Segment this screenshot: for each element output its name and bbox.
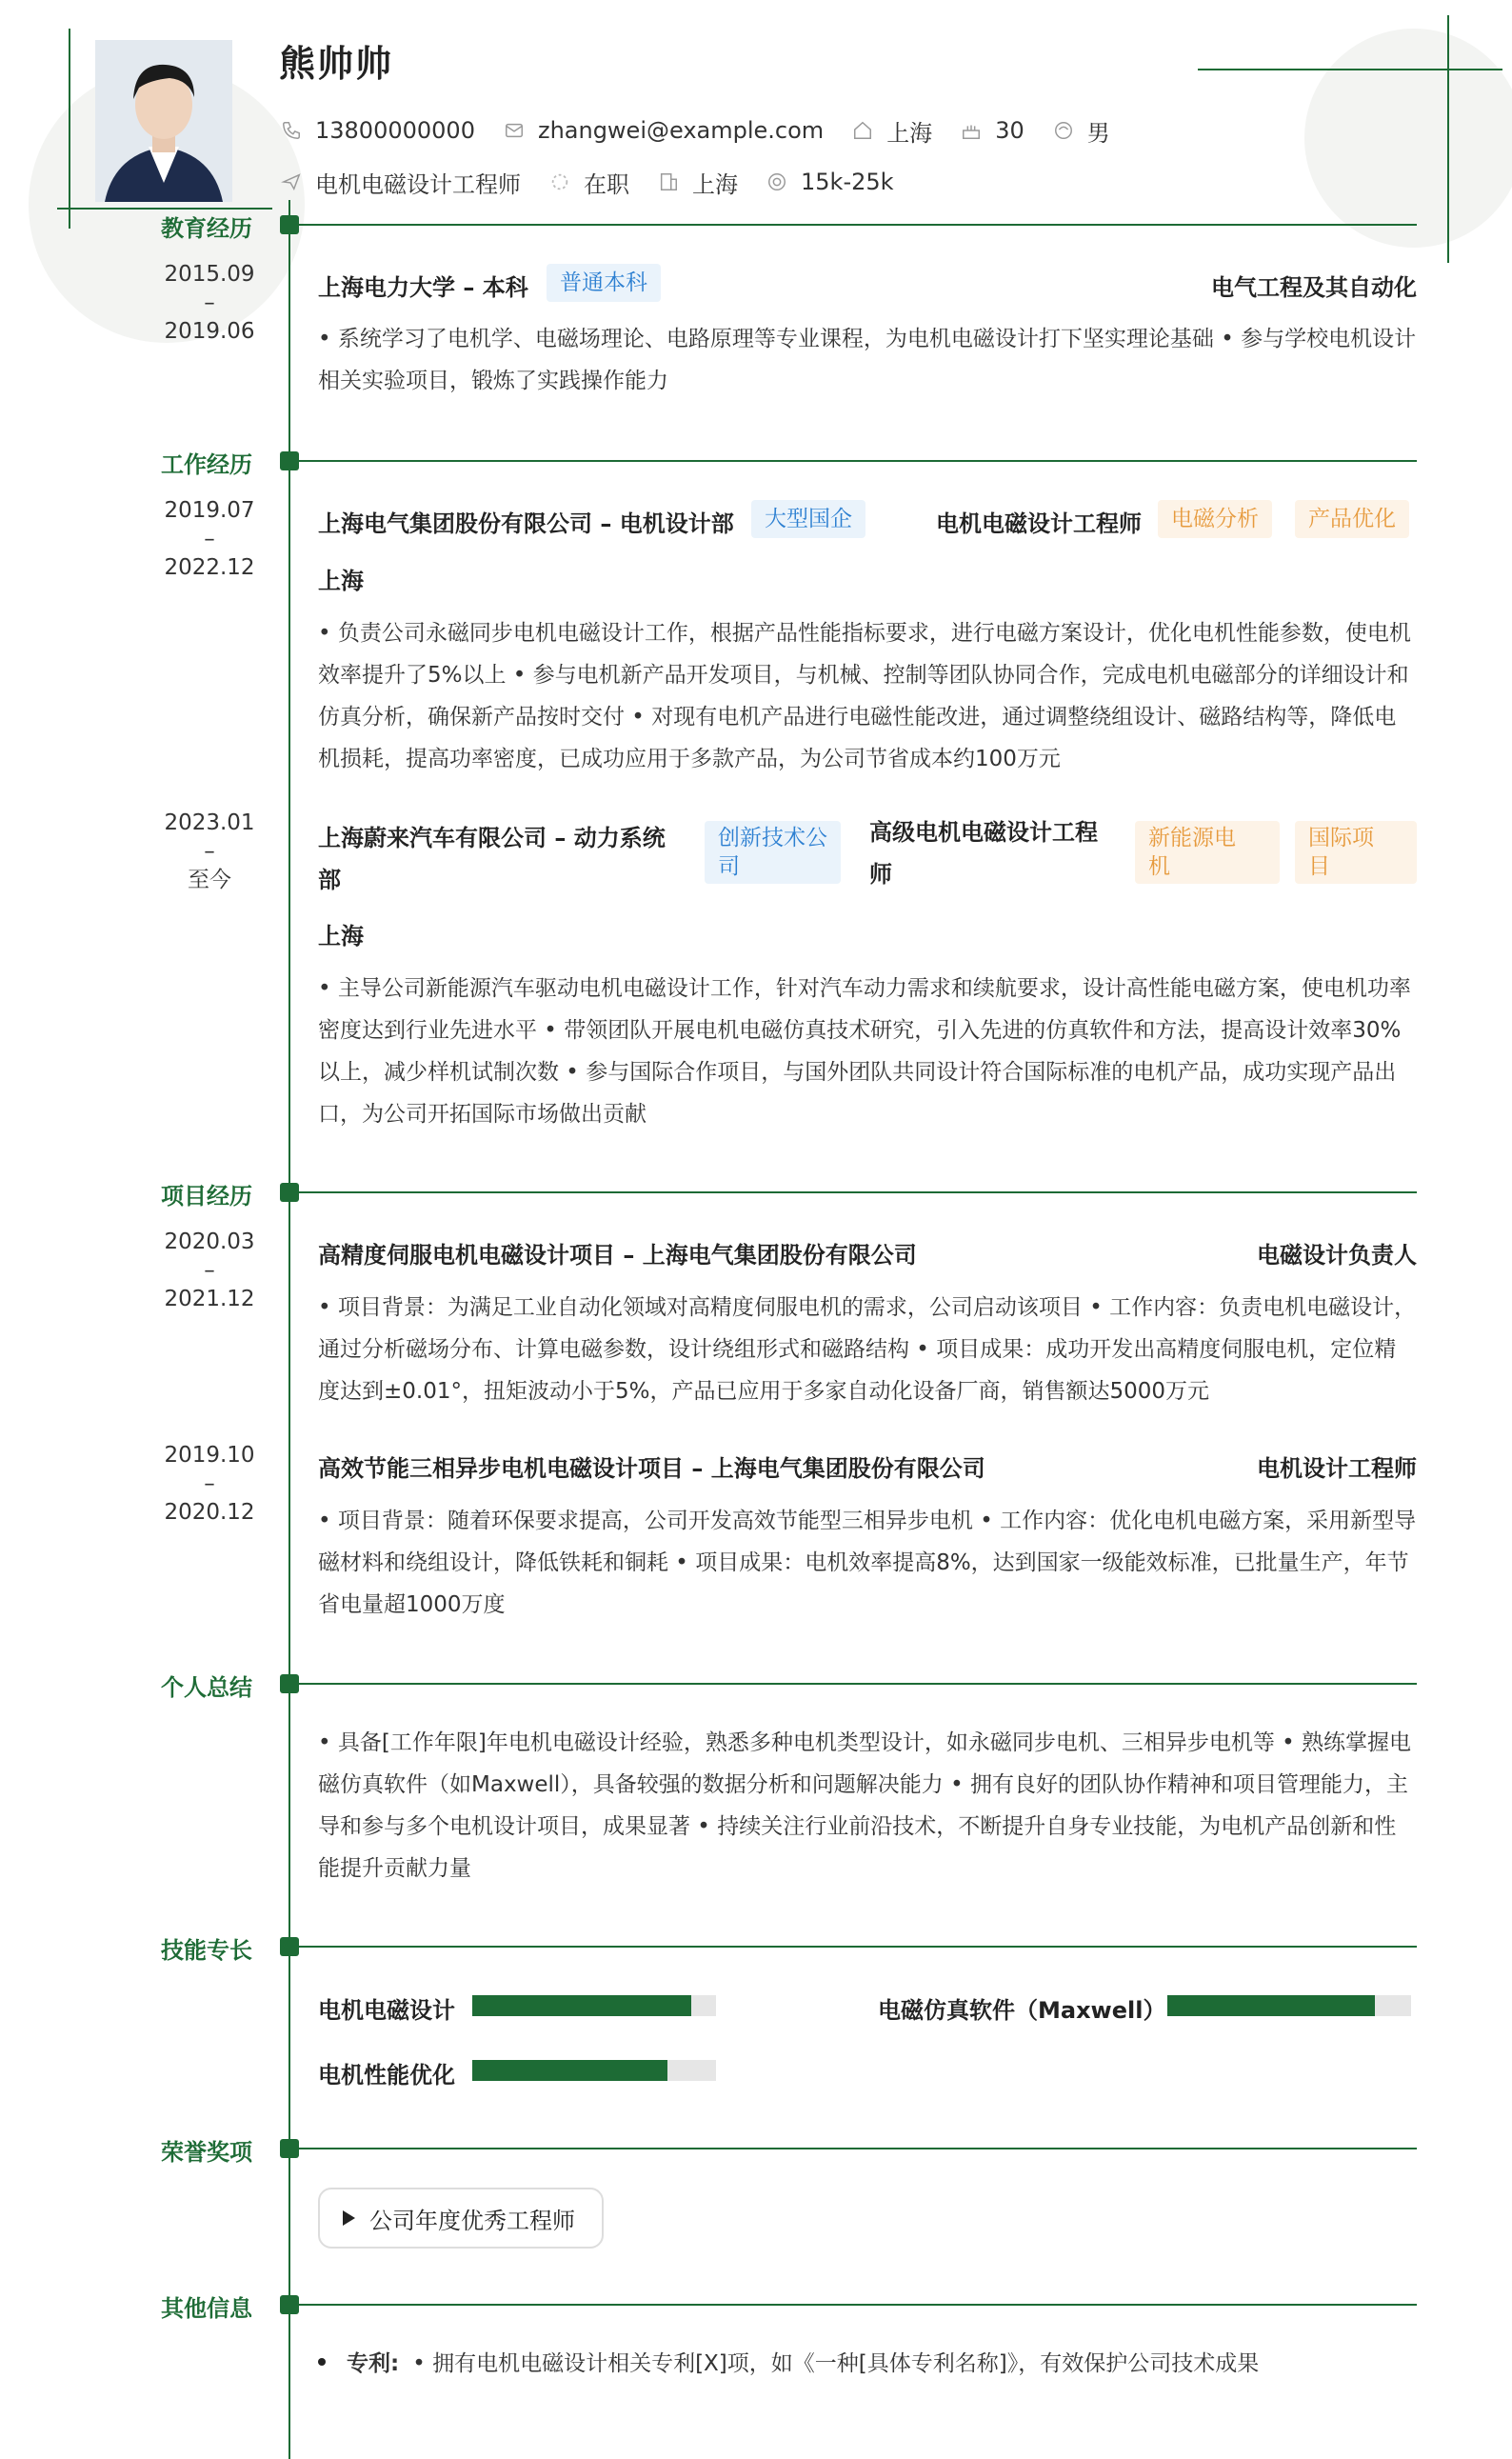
work2-role-line2: 师 (869, 861, 892, 888)
award-item[interactable] (318, 2188, 604, 2249)
edu-tag: 普通本科 (547, 264, 661, 302)
decor-line-left-v (69, 29, 70, 229)
section-title-projects: 项目经历 (161, 1183, 252, 1210)
section-title-work: 工作经历 (161, 451, 252, 478)
work2-role-line1: 高级电机电磁设计工程 (869, 819, 1098, 846)
skill-2-fill (1167, 1995, 1375, 2016)
work2-end: 至今 (188, 868, 231, 892)
work2-tag-1 (1135, 821, 1280, 884)
decor-line-right-h (1198, 69, 1502, 70)
work1-role: 电机电磁设计工程师 (936, 510, 1142, 537)
timeline-line (288, 200, 290, 2459)
date-dash: – (204, 527, 215, 551)
skill-2-bar (1167, 1995, 1411, 2016)
work1-start: 2019.07 (164, 498, 255, 523)
skill-3-label: 电机性能优化 (318, 2062, 455, 2089)
edu-major: 电气工程及其自动化 (1211, 274, 1417, 301)
section-title-other: 其他信息 (161, 2295, 252, 2322)
phone-icon (279, 118, 304, 143)
skill-3-fill (472, 2060, 667, 2081)
decor-circle-right (1304, 29, 1512, 248)
skill-1-bar (472, 1995, 716, 2016)
proj1-end: 2021.12 (164, 1287, 255, 1311)
target-city-text: 上海 (692, 170, 738, 198)
email-text: zhangwei@example.com (537, 117, 825, 144)
skill-2-label: 电磁仿真软件（Maxwell） (878, 1997, 1166, 2024)
building-icon (656, 170, 681, 194)
section-divider (289, 224, 1417, 226)
work2-company (318, 817, 680, 901)
work1-company-tag: 大型国企 (751, 500, 865, 538)
section-title-education: 教育经历 (161, 215, 252, 242)
salary-text: 15k-25k (801, 169, 894, 195)
date-dash: – (204, 290, 215, 315)
job-intent-row (279, 165, 921, 199)
edu-end: 2019.06 (164, 319, 255, 344)
status-text: 在职 (584, 170, 629, 198)
email-item (502, 117, 824, 144)
section-title-skills: 技能专长 (161, 1937, 252, 1964)
home-icon (850, 118, 875, 143)
city-text: 上海 (886, 119, 933, 147)
section-title-summary: 个人总结 (161, 1674, 252, 1701)
candidate-name: 熊帅帅 (279, 43, 394, 85)
loading-icon (547, 170, 572, 194)
proj2-title: 高效节能三相异步电机电磁设计项目 – 上海电气集团股份有限公司 (318, 1455, 985, 1482)
section-divider (289, 1683, 1417, 1685)
proj1-start: 2020.03 (164, 1230, 255, 1254)
city-item (850, 114, 932, 148)
bullet-icon (318, 2358, 326, 2366)
other-item (318, 2346, 1259, 2377)
proj2-end: 2020.12 (164, 1500, 255, 1525)
date-dash: – (204, 839, 215, 864)
gender-text: 男 (1086, 119, 1110, 147)
position-item (279, 166, 521, 199)
status-item (547, 166, 629, 199)
position-text: 电机电磁设计工程师 (315, 170, 521, 198)
work2-tag-2 (1295, 821, 1417, 884)
work2-tag-2-line1: 国际项 (1308, 826, 1374, 850)
cake-icon (959, 118, 984, 143)
person-icon (1051, 118, 1076, 143)
section-divider (289, 460, 1417, 462)
work2-tag-1-line1: 新能源电 (1148, 826, 1236, 850)
work2-company-line1: 上海蔚来汽车有限公司 – 动力系统 (318, 825, 666, 851)
work1-end: 2022.12 (164, 555, 255, 580)
work2-city: 上海 (318, 923, 364, 950)
summary-text: • 具备[工作年限]年电机电磁设计经验，熟悉多种电机类型设计，如永磁同步电机、三相异步电机等 • 熟练掌握电磁仿真软件（如Maxwell），具备较强的数据分析和问题解决能力 • 拥有良好的团队协作精神和项目管理能力，主导和参与多个电机设计项目，成果显著 • 持续关注行业前沿技术，不断提升自身专业技能，为电机产品创新和性能提升贡献力量 (318, 1730, 1412, 1881)
salary-item (765, 169, 894, 195)
work2-tag-1-line2: 机 (1148, 854, 1170, 879)
phone-text: 13800000000 (315, 117, 475, 144)
work2-desc: • 主导公司新能源汽车驱动电机电磁设计工作，针对汽车动力需求和续航要求，设计高性能电磁方案，使电机功率密度达到行业先进水平 • 带领团队开展电机电磁仿真技术研究，引入先进的仿真软件和方法，提高设计效率30%以上，减少样机试制次数 • 参与国际合作项目，与国外团队共同设计符合国际标准的电机产品，成功实现产品出口，为公司开拓国际市场做出贡献 (318, 976, 1411, 1127)
mail-icon (502, 118, 527, 143)
skill-1-label: 电机电磁设计 (318, 1997, 455, 2024)
award-text: 公司年度优秀工程师 (369, 2207, 575, 2234)
work1-desc: • 负责公司永磁同步电机电磁设计工作，根据产品性能指标要求，进行电磁方案设计，优化电机性能参数，使电机效率提升了5%以上 • 参与电机新产品开发项目，与机械、控制等团队协同合作，完成电机电磁部分的详细设计和仿真分析，确保新产品按时交付 • 对现有电机产品进行电磁性能改进，通过调整绕组设计、磁路结构等，降低电机损耗，提高功率密度，已成功应用于多款产品，为公司节省成本约100万元 (318, 621, 1411, 771)
proj2-date (143, 1432, 276, 1535)
work2-company-tag (705, 821, 841, 884)
work2-company-tag-line1: 创新技术公 (718, 826, 827, 850)
work1-city: 上海 (318, 568, 364, 594)
edu-date (143, 251, 276, 354)
proj2-start: 2019.10 (164, 1443, 255, 1468)
work1-tag-2: 产品优化 (1295, 500, 1409, 538)
phone-item (279, 117, 475, 144)
work1-date (143, 488, 276, 590)
section-divider (289, 2148, 1417, 2149)
proj1-desc: • 项目背景：为满足工业自动化领域对高精度伺服电机的需求，公司启动该项目 • 工作内容：负责电机电磁设计，通过分析磁场分布、计算电磁参数，设计绕组形式和磁路结构 • 项目成果：成功开发出高精度伺服电机，定位精度达到±0.01°，扭矩波动小于5%，产品已应用于多家自动化设备厂商，销售额达5000万元 (318, 1295, 1417, 1404)
other-label: 专利: (347, 2351, 400, 2376)
age-text: 30 (995, 117, 1025, 144)
work1-tag-1: 电磁分析 (1158, 500, 1272, 538)
avatar (95, 40, 232, 202)
skill-3-bar (472, 2060, 716, 2081)
work2-company-line2: 部 (318, 867, 341, 893)
section-divider (289, 2304, 1417, 2306)
send-icon (279, 170, 304, 194)
work2-role (869, 811, 1098, 895)
proj1-date (143, 1219, 276, 1322)
work2-tag-2-line2: 目 (1308, 854, 1330, 879)
skill-1-fill (472, 1995, 691, 2016)
edu-start: 2015.09 (164, 262, 255, 287)
coin-icon (765, 170, 789, 194)
age-item (959, 117, 1025, 144)
play-icon (341, 2209, 356, 2227)
work2-date (143, 800, 276, 903)
work2-company-tag-line2: 司 (718, 854, 740, 879)
proj1-role: 电磁设计负责人 (1257, 1242, 1417, 1269)
date-dash: – (204, 1471, 215, 1496)
gender-item (1051, 114, 1110, 148)
edu-school: 上海电力大学 – 本科 (318, 274, 528, 301)
edu-desc: • 系统学习了电机学、电磁场理论、电路原理等专业课程，为电机电磁设计打下坚实理论基础 • 参与学校电机设计相关实验项目，锻炼了实践操作能力 (318, 327, 1417, 393)
contact-row (279, 113, 1137, 148)
section-divider (289, 1191, 1417, 1193)
section-title-honors: 荣誉奖项 (161, 2139, 252, 2166)
proj2-role: 电机设计工程师 (1257, 1455, 1417, 1482)
target-city-item (656, 166, 738, 199)
decor-line-right-v (1447, 15, 1449, 263)
proj1-title: 高精度伺服电机电磁设计项目 – 上海电气集团股份有限公司 (318, 1242, 917, 1269)
date-dash: – (204, 1258, 215, 1283)
proj2-desc: • 项目背景：随着环保要求提高，公司开发高效节能型三相异步电机 • 工作内容：优化电机电磁方案，采用新型导磁材料和绕组设计，降低铁耗和铜耗 • 项目成果：电机效率提高8%，达到国家一级能效标准，已批量生产，年节省电量超1000万度 (318, 1509, 1417, 1617)
work2-start: 2023.01 (164, 810, 255, 835)
section-divider (289, 1946, 1417, 1948)
other-text: • 拥有电机电磁设计相关专利[X]项，如《一种[具体专利名称]》，有效保护公司技术成果 (412, 2351, 1260, 2376)
work1-company: 上海电气集团股份有限公司 – 电机设计部 (318, 510, 734, 537)
